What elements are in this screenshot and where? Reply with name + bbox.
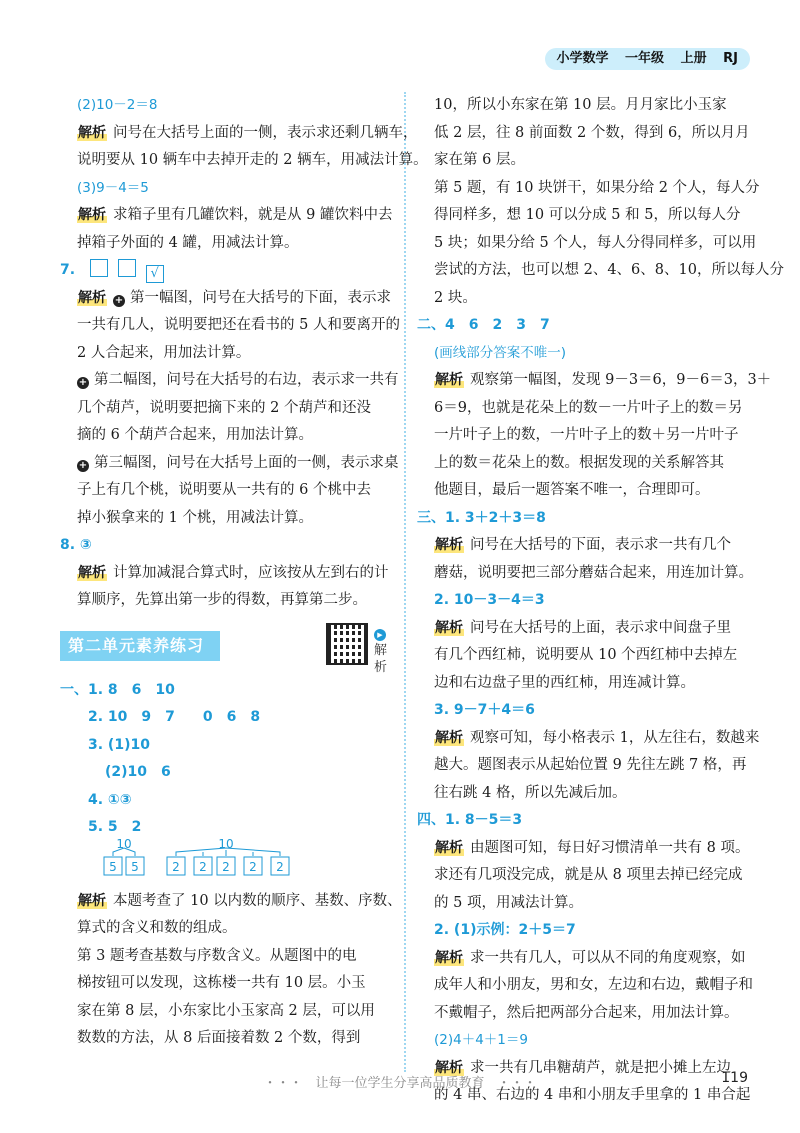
- text-line: 数数的方法，从 8 后面接着数 2 个数，得到: [77, 1030, 361, 1046]
- tree-leaf: 2: [249, 859, 257, 874]
- answer-line: 4. ①③: [88, 791, 132, 808]
- analysis-tag: 解析: [78, 289, 106, 306]
- text-line: 第 5 题，有 10 块饼干，如果分给 2 个人，每人分: [434, 179, 760, 196]
- text-line: 得同样多，想 10 可以分成 5 和 5，所以每人分: [434, 207, 741, 223]
- text-line: 家在第 8 层，小东家比小玉家高 2 层，可以用: [77, 1002, 375, 1019]
- text-line: 10，所以小东家在第 10 层。月月家比小玉家: [434, 97, 727, 113]
- analysis-tag: 解析: [78, 207, 106, 223]
- text-line: 越大。题图表示从起始位置 9 先往左跳 7 格，再: [434, 757, 747, 773]
- page-header-tag: [545, 48, 751, 70]
- text-line: 算式的含义和数的组成。: [77, 920, 237, 936]
- footer-slogan: ・・・ 让每一位学生分享高品质教育 ・・・: [263, 1076, 537, 1091]
- text-line: 解析 观察可知，每小格表示 1，从左往右，数越来: [435, 729, 760, 746]
- answer-line: 3. 9－7＋4＝6: [434, 702, 535, 718]
- question-7-answer: [60, 257, 392, 285]
- text-line: 解析 求箱子里有几罐饮料，就是从 9 罐饮料中去: [78, 207, 393, 223]
- text-line: + 第二幅图，问号在大括号的右边，表示求一共有: [78, 372, 399, 388]
- unit-banner: [60, 615, 392, 677]
- question-8-answer: 8. ③: [60, 537, 92, 553]
- plus-circle-icon: +: [78, 459, 88, 471]
- column-divider: [404, 92, 406, 1072]
- analysis-tag: 解析: [78, 564, 106, 581]
- text-line: 解析 本题考查了 10 以内数的顺序、基数、序数、: [78, 892, 402, 909]
- question-number: 7.: [60, 262, 76, 278]
- text-line: 说明要从 10 辆车中去掉开走的 2 辆车，用减法计算。: [77, 152, 428, 168]
- text-line: 解析 计算加减混合算式时，应该按从左到右的计: [78, 564, 389, 581]
- qr-label: ▶解析: [374, 630, 388, 675]
- tree-leaf: 2: [199, 859, 207, 874]
- analysis-tag: 解析: [435, 537, 463, 553]
- text-line: 蘑菇，说明要把三部分蘑菇合起来，用连加计算。: [434, 564, 753, 581]
- section-4-answer: 四、1. 8－5＝3: [417, 812, 523, 828]
- header-volume: 上册: [680, 51, 707, 66]
- tree-leaf: 5: [109, 859, 117, 874]
- text-line: 不戴帽子，然后把两部分合起来，用加法计算。: [434, 1004, 739, 1021]
- qr-code[interactable]: [326, 623, 368, 665]
- section-2-answer: 二、4 6 2 3 7: [417, 317, 550, 333]
- answer-box: [90, 259, 108, 277]
- header-grade: 一年级: [625, 51, 665, 66]
- text-line: 解析 观察第一幅图，发现 9－3＝6，9－6＝3，3＋: [435, 372, 772, 388]
- text-line: 有几个西红柿，说明要从 10 个西红柿中去掉左: [434, 647, 738, 663]
- text-line: 子上有几个桃，说明要从一共有的 6 个桃中去: [77, 482, 371, 498]
- text-line: 5 块；如果分给 5 个人，每人分得同样多，可以用: [434, 234, 757, 251]
- text-line: 边和右边盘子里的西红柿，用连减计算。: [434, 674, 695, 691]
- answer-line: (2)10 6: [105, 764, 171, 780]
- answer-line: 3. (1)10: [88, 736, 150, 753]
- answer-line: 2. 10 9 7 0 6 8: [88, 709, 261, 725]
- text-line: 梯按钮可以发现，这栋楼一共有 10 层。小玉: [77, 975, 366, 991]
- answer-line: 2. (1)示例：2＋5＝7: [434, 922, 576, 938]
- analysis-tag: 解析: [78, 124, 106, 141]
- tree-leaf: 2: [222, 859, 230, 874]
- tree-leaf: 2: [276, 859, 284, 874]
- text-line: + 第三幅图，问号在大括号上面的一侧，表示求桌: [78, 454, 399, 471]
- answer-line: 5. 5 2: [88, 819, 142, 835]
- analysis-tag: 解析: [435, 372, 463, 388]
- text-line: 上的数＝花朵上的数。根据发现的关系解答其: [434, 454, 724, 471]
- plus-circle-icon: +: [114, 294, 124, 306]
- text-line: 家在第 6 层。: [434, 152, 525, 168]
- text-line: 6＝9，也就是花朵上的数－一片叶子上的数＝另: [434, 399, 743, 416]
- answer-line: (3)9－4＝5: [77, 179, 149, 196]
- text-line: 尝试的方法，也可以想 2、4、6、8、10，所以每人分: [434, 262, 784, 278]
- header-subject: 小学数学: [556, 51, 609, 66]
- tree-leaf: 5: [131, 859, 139, 874]
- tree-root-a: 10: [116, 836, 132, 851]
- tree-leaf: 2: [172, 859, 180, 874]
- text-line: 2 块。: [434, 289, 477, 306]
- plus-circle-icon: +: [78, 377, 88, 388]
- analysis-tag: 解析: [435, 619, 463, 636]
- answer-line: (2)10－2＝8: [77, 97, 158, 113]
- analysis-tag: 解析: [435, 729, 463, 746]
- text-line: 掉小猴拿来的 1 个桃，用减法计算。: [77, 509, 313, 526]
- text-line: 几个葫芦，说明要把摘下来的 2 个葫芦和还没: [77, 399, 371, 416]
- analysis-tag: 解析: [435, 839, 463, 856]
- answer-line: 2. 10－3－4＝3: [434, 592, 545, 608]
- text-line: 解析 求一共有几串糖葫芦，就是把小摊上左边: [435, 1059, 731, 1076]
- number-composition-diagram: [104, 836, 392, 888]
- right-column: [417, 92, 784, 1110]
- answer-box: [118, 259, 136, 277]
- text-line: 解析 + 第一幅图，问号在大括号的下面，表示求: [78, 289, 391, 306]
- text-line: 掉箱子外面的 4 罐，用减法计算。: [77, 234, 299, 251]
- text-line: 的 5 项，用减法计算。: [434, 894, 583, 911]
- page-number: 119: [721, 1070, 748, 1086]
- answer-box-checked: √: [146, 265, 164, 283]
- answer-line: (2)4＋4＋1＝9: [434, 1032, 528, 1048]
- text-line: 一片叶子上的数，一片叶子上的数＋另一片叶子: [434, 427, 739, 443]
- unit-title: 第二单元素养练习: [60, 631, 220, 661]
- play-icon: ▶: [374, 629, 386, 641]
- section-1-answer: 一、1. 8 6 10: [60, 681, 175, 698]
- section-3-answer: 三、1. 3＋2＋3＝8: [417, 509, 546, 526]
- left-column: [60, 92, 428, 1053]
- text-line: 低 2 层，往 8 前面数 2 个数，得到 6，所以月月: [434, 124, 750, 141]
- text-line: 解析 求一共有几人，可以从不同的角度观察，如: [435, 949, 746, 966]
- text-line: 往右跳 4 格，所以先减后加。: [434, 784, 627, 801]
- text-line: 解析 问号在大括号的上面，表示求中间盘子里: [435, 619, 731, 636]
- text-line: 解析 由题图可知，每日好习惯清单一共有 8 项。: [435, 839, 750, 856]
- text-line: 摘的 6 个葫芦合起来，用加法计算。: [77, 427, 313, 443]
- text-line: 解析 问号在大括号的下面，表示求一共有几个: [435, 537, 731, 553]
- text-line: 的 4 串、右边的 4 串和小朋友手里拿的 1 串合起: [434, 1087, 751, 1103]
- text-line: 第 3 题考查基数与序数含义。从题图中的电: [77, 947, 357, 964]
- analysis-tag: 解析: [435, 1059, 463, 1076]
- tree-root-b: 10: [218, 836, 234, 851]
- text-line: 解析 问号在大括号上面的一侧，表示求还剩几辆车，: [78, 124, 418, 141]
- analysis-tag: 解析: [435, 949, 463, 966]
- answer-note: (画线部分答案不唯一): [434, 344, 567, 361]
- text-line: 他题目，最后一题答案不唯一，合理即可。: [434, 482, 710, 498]
- analysis-tag: 解析: [78, 892, 106, 909]
- text-line: 2 人合起来，用加法计算。: [77, 344, 251, 361]
- text-line: 成年人和小朋友，男和女，左边和右边，戴帽子和: [434, 977, 753, 993]
- text-line: 算顺序，先算出第一步的得数，再算第二步。: [77, 592, 367, 608]
- header-edition: RJ: [723, 51, 738, 66]
- text-line: 一共有几人，说明要把还在看书的 5 人和要离开的: [77, 317, 400, 333]
- text-line: 求还有几项没完成，就是从 8 项里去掉已经完成: [434, 867, 743, 883]
